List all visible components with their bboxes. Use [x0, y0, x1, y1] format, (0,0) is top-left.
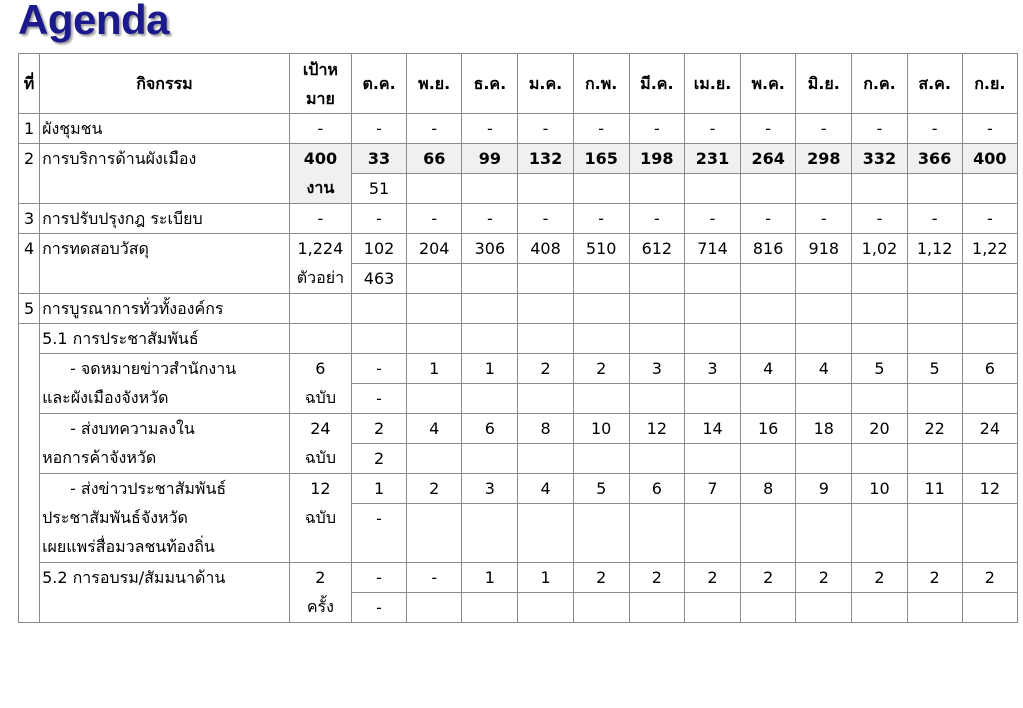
empty-cell	[629, 264, 684, 294]
month-cell: -	[796, 114, 852, 144]
empty-cell	[518, 444, 573, 474]
header-target-line2: มาย	[305, 88, 335, 108]
empty-cell	[629, 444, 684, 474]
month-cell: 1,12	[907, 234, 962, 264]
month-cell: 5	[907, 354, 962, 384]
empty-cell	[684, 384, 740, 414]
month-cell: -	[852, 204, 907, 234]
empty-cell	[962, 504, 1017, 563]
month-cell: 204	[407, 234, 462, 264]
activity-cell: 5.2 การอบรม/สัมมนาด้าน	[40, 563, 290, 623]
month-cell: -	[629, 204, 684, 234]
target-unit: งาน	[306, 178, 335, 197]
target-unit: ฉบับ	[304, 388, 336, 407]
month-cell: 6	[462, 414, 518, 444]
empty-cell	[573, 174, 629, 204]
month-cell: 264	[741, 144, 796, 174]
month-cell: 99	[462, 144, 518, 174]
activity-cell	[40, 354, 290, 414]
table-row	[19, 114, 1018, 144]
activity-line: ประชาสัมพันธ์จังหวัด	[42, 508, 188, 527]
month-cell: 2	[573, 354, 629, 384]
empty-cell	[907, 384, 962, 414]
month-cell: -	[796, 204, 852, 234]
empty-cell	[407, 294, 462, 324]
empty-cell	[741, 593, 796, 623]
empty-cell	[852, 444, 907, 474]
month-cell: -	[351, 563, 406, 593]
empty-cell	[741, 444, 796, 474]
empty-cell	[462, 384, 518, 414]
empty-cell	[796, 174, 852, 204]
month-cell: 66	[407, 144, 462, 174]
month-cell: 11	[907, 474, 962, 504]
target-unit: ครั้ง	[306, 597, 334, 616]
activity-cell: การทดสอบวัสดุ	[40, 234, 290, 294]
month-cell: -	[962, 204, 1017, 234]
table-row	[19, 354, 1018, 384]
month-cell: 165	[573, 144, 629, 174]
empty-cell	[289, 324, 351, 354]
month-cell: -	[907, 204, 962, 234]
month-cell: 1,02	[852, 234, 907, 264]
header-month-dec: ธ.ค.	[462, 54, 518, 114]
empty-cell	[289, 294, 351, 324]
month-cell: 2	[684, 563, 740, 593]
row-no: 4	[19, 234, 40, 294]
month-cell: 4	[407, 414, 462, 444]
actual-cell: -	[351, 593, 406, 623]
month-cell: 22	[907, 414, 962, 444]
empty-cell	[518, 264, 573, 294]
activity-line: - จดหมายข่าวสำนักงาน	[70, 359, 237, 378]
empty-cell	[741, 294, 796, 324]
month-cell: 2	[573, 563, 629, 593]
target-value: 12	[310, 479, 331, 498]
activity-cell: 5.1 การประชาสัมพันธ์	[40, 324, 290, 354]
empty-cell	[407, 384, 462, 414]
empty-cell	[852, 504, 907, 563]
month-cell: 2	[962, 563, 1017, 593]
activity-line: และผังเมืองจังหวัด	[42, 388, 169, 407]
empty-cell	[462, 593, 518, 623]
month-cell: 2	[351, 414, 406, 444]
empty-cell	[907, 324, 962, 354]
actual-cell: -	[351, 384, 406, 414]
empty-cell	[796, 444, 852, 474]
month-cell: 1,22	[962, 234, 1017, 264]
month-cell: 231	[684, 144, 740, 174]
activity-line: - ส่งข่าวประชาสัมพันธ์	[70, 479, 227, 498]
empty-cell	[907, 264, 962, 294]
empty-cell	[629, 294, 684, 324]
month-cell: 5	[573, 474, 629, 504]
month-cell: 366	[907, 144, 962, 174]
target-cell: -	[289, 204, 351, 234]
header-no: ที่	[19, 54, 40, 114]
empty-cell	[796, 504, 852, 563]
table-row	[19, 414, 1018, 444]
month-cell: 33	[351, 144, 406, 174]
month-cell: -	[462, 114, 518, 144]
empty-cell	[852, 264, 907, 294]
month-cell: 1	[351, 474, 406, 504]
month-cell: -	[852, 114, 907, 144]
month-cell: -	[907, 114, 962, 144]
row-no: 5	[19, 294, 40, 324]
month-cell: -	[573, 114, 629, 144]
month-cell: -	[351, 354, 406, 384]
month-cell: -	[351, 114, 406, 144]
empty-cell	[796, 384, 852, 414]
month-cell: 12	[962, 474, 1017, 504]
month-cell: 714	[684, 234, 740, 264]
header-month-jan: ม.ค.	[518, 54, 573, 114]
month-cell: -	[407, 563, 462, 593]
agenda-table	[18, 53, 1018, 623]
empty-cell	[573, 593, 629, 623]
empty-cell	[907, 294, 962, 324]
activity-cell: การบูรณาการทั่วทั้งองค์กร	[40, 294, 290, 324]
empty-cell	[852, 294, 907, 324]
header-month-sep: ก.ย.	[962, 54, 1017, 114]
month-cell: 298	[796, 144, 852, 174]
empty-cell	[907, 504, 962, 563]
row-no-empty	[19, 324, 40, 623]
target-unit: ฉบับ	[304, 508, 336, 527]
empty-cell	[462, 264, 518, 294]
empty-cell	[573, 294, 629, 324]
target-cell	[289, 563, 351, 623]
month-cell: 2	[518, 354, 573, 384]
target-cell	[289, 234, 351, 294]
target-value: 24	[310, 419, 331, 438]
month-cell: 400	[962, 144, 1017, 174]
activity-cell: การบริการด้านผังเมือง	[40, 144, 290, 204]
empty-cell	[796, 264, 852, 294]
activity-line: เผยแพร่สื่อมวลชนท้องถิ่น	[42, 537, 215, 556]
target-unit: ตัวอย่า	[296, 268, 345, 287]
empty-cell	[518, 384, 573, 414]
header-month-apr: เม.ย.	[684, 54, 740, 114]
month-cell: 8	[741, 474, 796, 504]
target-cell	[289, 414, 351, 474]
month-cell: 198	[629, 144, 684, 174]
empty-cell	[351, 294, 406, 324]
month-cell: 4	[796, 354, 852, 384]
actual-cell: 463	[351, 264, 406, 294]
empty-cell	[684, 444, 740, 474]
header-month-jul: ก.ค.	[852, 54, 907, 114]
table-row	[19, 474, 1018, 504]
target-cell	[289, 474, 351, 563]
empty-cell	[407, 174, 462, 204]
empty-cell	[741, 384, 796, 414]
header-row	[19, 54, 1018, 114]
empty-cell	[962, 593, 1017, 623]
empty-cell	[629, 174, 684, 204]
empty-cell	[629, 324, 684, 354]
month-cell: 3	[629, 354, 684, 384]
month-cell: -	[741, 114, 796, 144]
empty-cell	[573, 384, 629, 414]
month-cell: -	[462, 204, 518, 234]
slide-title: Agenda	[18, 0, 170, 43]
month-cell: 9	[796, 474, 852, 504]
month-cell: 132	[518, 144, 573, 174]
target-value: 400	[303, 149, 338, 168]
empty-cell	[962, 444, 1017, 474]
header-month-mar: มี.ค.	[629, 54, 684, 114]
empty-cell	[907, 174, 962, 204]
month-cell: 18	[796, 414, 852, 444]
empty-cell	[852, 174, 907, 204]
table-row	[19, 204, 1018, 234]
month-cell: 7	[684, 474, 740, 504]
empty-cell	[573, 444, 629, 474]
empty-cell	[684, 593, 740, 623]
header-month-jun: มิ.ย.	[796, 54, 852, 114]
activity-line: - ส่งบทความลงใน	[70, 419, 195, 438]
month-cell: -	[573, 204, 629, 234]
month-cell: 1	[462, 563, 518, 593]
empty-cell	[684, 504, 740, 563]
target-value: 1,224	[297, 239, 344, 258]
month-cell: 1	[462, 354, 518, 384]
empty-cell	[629, 504, 684, 563]
month-cell: -	[351, 204, 406, 234]
month-cell: 4	[741, 354, 796, 384]
activity-cell	[40, 414, 290, 474]
empty-cell	[462, 324, 518, 354]
month-cell: 8	[518, 414, 573, 444]
empty-cell	[573, 264, 629, 294]
header-activity: กิจกรรม	[40, 54, 290, 114]
month-cell: -	[407, 114, 462, 144]
empty-cell	[518, 174, 573, 204]
table-row	[19, 234, 1018, 264]
empty-cell	[462, 444, 518, 474]
month-cell: -	[962, 114, 1017, 144]
target-cell	[289, 144, 351, 204]
month-cell: 3	[684, 354, 740, 384]
target-value: 2	[315, 568, 326, 587]
empty-cell	[518, 504, 573, 563]
header-month-may: พ.ค.	[741, 54, 796, 114]
month-cell: 332	[852, 144, 907, 174]
empty-cell	[518, 324, 573, 354]
empty-cell	[907, 593, 962, 623]
empty-cell	[796, 294, 852, 324]
empty-cell	[407, 444, 462, 474]
month-cell: -	[407, 204, 462, 234]
empty-cell	[407, 593, 462, 623]
empty-cell	[741, 324, 796, 354]
table-row	[19, 294, 1018, 324]
empty-cell	[962, 264, 1017, 294]
empty-cell	[962, 384, 1017, 414]
month-cell: 102	[351, 234, 406, 264]
target-cell	[289, 354, 351, 414]
empty-cell	[796, 593, 852, 623]
month-cell: 24	[962, 414, 1017, 444]
header-month-aug: ส.ค.	[907, 54, 962, 114]
month-cell: 6	[962, 354, 1017, 384]
month-cell: 10	[573, 414, 629, 444]
month-cell: 10	[852, 474, 907, 504]
empty-cell	[852, 324, 907, 354]
empty-cell	[684, 294, 740, 324]
month-cell: 816	[741, 234, 796, 264]
month-cell: -	[741, 204, 796, 234]
empty-cell	[741, 174, 796, 204]
month-cell: 12	[629, 414, 684, 444]
month-cell: -	[518, 114, 573, 144]
table-row	[19, 563, 1018, 593]
empty-cell	[796, 324, 852, 354]
empty-cell	[852, 384, 907, 414]
month-cell: 612	[629, 234, 684, 264]
target-unit: ฉบับ	[304, 448, 336, 467]
month-cell: -	[684, 204, 740, 234]
activity-cell: การปรับปรุงกฎ ระเบียบ	[40, 204, 290, 234]
month-cell: 20	[852, 414, 907, 444]
empty-cell	[573, 504, 629, 563]
activity-line: หอการค้าจังหวัด	[42, 448, 157, 467]
month-cell: -	[684, 114, 740, 144]
month-cell: 918	[796, 234, 852, 264]
empty-cell	[684, 264, 740, 294]
month-cell: 16	[741, 414, 796, 444]
activity-cell: ผังชุมชน	[40, 114, 290, 144]
empty-cell	[407, 504, 462, 563]
header-month-feb: ก.พ.	[573, 54, 629, 114]
month-cell: 1	[407, 354, 462, 384]
month-cell: -	[518, 204, 573, 234]
row-no: 1	[19, 114, 40, 144]
month-cell: 5	[852, 354, 907, 384]
month-cell: 2	[629, 563, 684, 593]
empty-cell	[962, 174, 1017, 204]
empty-cell	[741, 504, 796, 563]
header-month-oct: ต.ค.	[351, 54, 406, 114]
month-cell: 510	[573, 234, 629, 264]
activity-cell	[40, 474, 290, 563]
row-no: 2	[19, 144, 40, 204]
month-cell: 2	[407, 474, 462, 504]
month-cell: 2	[741, 563, 796, 593]
month-cell: 3	[462, 474, 518, 504]
month-cell: 2	[907, 563, 962, 593]
empty-cell	[852, 593, 907, 623]
empty-cell	[684, 174, 740, 204]
header-month-nov: พ.ย.	[407, 54, 462, 114]
table-row	[19, 144, 1018, 174]
empty-cell	[629, 384, 684, 414]
month-cell: 408	[518, 234, 573, 264]
header-target	[289, 54, 351, 114]
empty-cell	[407, 264, 462, 294]
empty-cell	[518, 294, 573, 324]
empty-cell	[462, 174, 518, 204]
empty-cell	[407, 324, 462, 354]
empty-cell	[351, 324, 406, 354]
header-target-line1: เป้าห	[302, 59, 338, 79]
month-cell: 6	[629, 474, 684, 504]
empty-cell	[462, 504, 518, 563]
table-row	[19, 324, 1018, 354]
empty-cell	[962, 294, 1017, 324]
empty-cell	[741, 264, 796, 294]
empty-cell	[518, 593, 573, 623]
target-cell: -	[289, 114, 351, 144]
actual-cell: 2	[351, 444, 406, 474]
month-cell: -	[629, 114, 684, 144]
month-cell: 4	[518, 474, 573, 504]
month-cell: 1	[518, 563, 573, 593]
month-cell: 306	[462, 234, 518, 264]
actual-cell: 51	[351, 174, 406, 204]
month-cell: 2	[852, 563, 907, 593]
empty-cell	[629, 593, 684, 623]
empty-cell	[907, 444, 962, 474]
actual-cell: -	[351, 504, 406, 563]
empty-cell	[684, 324, 740, 354]
target-value: 6	[315, 359, 326, 378]
month-cell: 2	[796, 563, 852, 593]
empty-cell	[573, 324, 629, 354]
empty-cell	[462, 294, 518, 324]
empty-cell	[962, 324, 1017, 354]
row-no: 3	[19, 204, 40, 234]
month-cell: 14	[684, 414, 740, 444]
